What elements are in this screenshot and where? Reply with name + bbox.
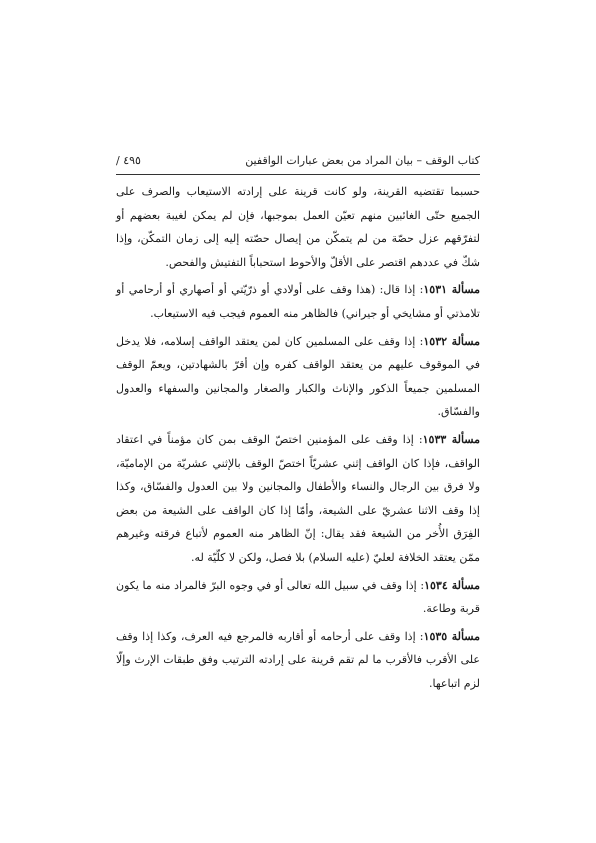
page-body xyxy=(116,180,480,699)
paragraph-text: : إذا وقف على المسلمين كان لمن يعتقد الواقف إسلامه، فلا يدخل في الموقوف عليهم من يعتقد الواقف كفره وإن أقرّ بالشهادتين، ويعمّ الوقف المسلمين جميعاً الذكور والإناث والكبار والصغار والمجانين والسفهاء والعدول والفسّاق. xyxy=(116,334,480,419)
running-header xyxy=(116,152,480,170)
paragraph-issue-1533 xyxy=(116,428,480,570)
paragraph-text: : إذا قال: (هذا وقف على أولادي أو ذرّيّتي أو أصهاري أو أرحامي أو تلامذتي أو مشايخي أو جيراني) فالظاهر منه العموم فيجب فيه الاستيعاب. xyxy=(116,283,480,320)
paragraph-issue-1531 xyxy=(116,278,480,325)
paragraph-text: : إذا وقف على المؤمنين اختصّ الوقف بمن كان مؤمناً في اعتقاد الواقف، فإذا كان الواقف إثني عشريّاً اختصّ الوقف بالإثني عشريّة من الإماميّة، ولا فرق بين الرجال والنساء والأطفال والمجانين ولا بين العدول والفسّاق، وكذا إذا وقف الاثنا عشريّ على الشيعة، وأمّا إذا كان الواقف على الشيعة من بعض الفِرَق الأُخر من الشيعة فقد يقال: إنّ الظاهر منه العموم لأتباع فرقته وغيرهم ممّن يعتقد الخلافة لعليّ (عليه السلام) بلا فصل، ولكن لا كلّيّة له. xyxy=(116,432,480,564)
paragraph-issue-1532 xyxy=(116,330,480,424)
paragraph-issue-1534 xyxy=(116,574,480,621)
issue-label: مسألة ١٥٣٤ xyxy=(424,578,481,592)
page-number: ٤٩٥ / xyxy=(116,154,141,167)
paragraph-text: حسبما تقتضيه القرينة، ولو كانت قرينة على إرادته الاستيعاب والصرف على الجميع حتّى الغائبين منهم تعيّن العمل بموجبها، فإن لم يمكن لغيبة بعضهم أو لتفرّقهم عزل حصّة من لم يتمكّن من إيصال حصّته إليه إلى زمان التمكّن، وإذا شكّ في عددهم اقتصر على الأقلّ والأحوط استحباباً التفتيش والفحص. xyxy=(116,185,480,269)
paragraph-continuation xyxy=(116,180,480,274)
issue-label: مسألة ١٥٣٥ xyxy=(423,629,480,643)
issue-label: مسألة ١٥٣٣ xyxy=(422,432,480,446)
paragraph-text: : إذا وقف على أرحامه أو أقاربه فالمرجع فيه العرف، وكذا إذا وقف على الأقرب فالأقرب ما لم تقم قرينة على إرادته الترتيب وفق طبقات الإرث وإلّا لزم اتباعها. xyxy=(116,629,480,690)
paragraph-text: : إذا وقف في سبيل الله تعالى أو في وجوه البرّ فالمراد منه ما يكون قربة وطاعة. xyxy=(116,578,480,616)
header-title: كتاب الوقف – بيان المراد من بعض عبارات الواقفين xyxy=(245,154,480,167)
issue-label: مسألة ١٥٣٢ xyxy=(423,334,480,348)
header-rule xyxy=(116,174,480,175)
issue-label: مسألة ١٥٣١ xyxy=(423,283,481,297)
paragraph-issue-1535 xyxy=(116,625,480,696)
